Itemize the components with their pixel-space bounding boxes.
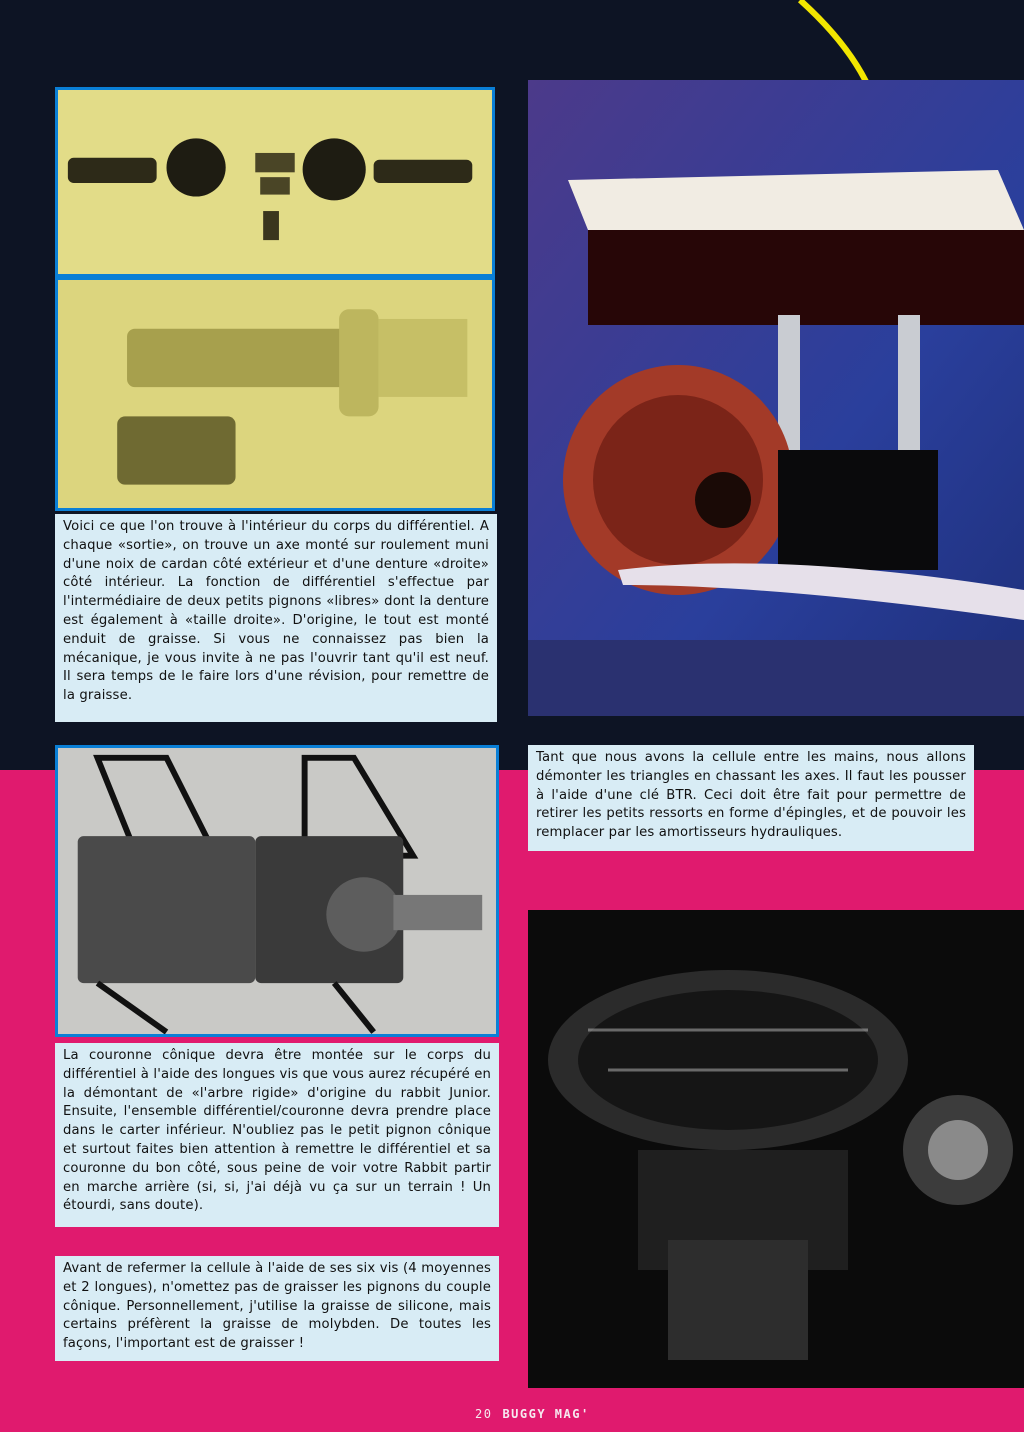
caption-triangles: Tant que nous avons la cellule entre les mains, nous allons démonter les triangles en chassant les axes. Il faut les pousser à l'aide d'une clé BTR. Ceci doit être fait pour permettre de retirer les petits ressorts en forme d'épingles, et de pouvoir les remplacer par les amortisseurs hydrauliques.: [528, 745, 974, 851]
photo-axle-closeup: [55, 277, 495, 511]
caption-ring-gear: La couronne cônique devra être montée sur le corps du différentiel à l'aide des longues vis que vous aurez récupéré en la démontant de «l'arbre rigide» d'origine du rabbit Junior. Ensuite, l'ensemble différentiel/couronne devra prendre place dans le carter inférieur. N'oubliez pas le petit pignon cônique et surtout faites bien attention à remettre le différentiel et sa couronne du bon côté, sous peine de voir votre Rabbit partir en marche arrière (si, si, j'ai déjà vu ça sur un terrain ! Un étourdi, sans doute).: [55, 1043, 499, 1227]
caption-greasing: Avant de refermer la cellule à l'aide de ses six vis (4 moyennes et 2 longues), n'omettez pas de graisser les pignons du couple cônique. Personnellement, j'utilise la graisse de silicone, mais certains préfèrent la graisse de molybden. De toutes les façons, l'important est de graisser !: [55, 1256, 499, 1361]
page-footer: [475, 1407, 590, 1421]
photo-differential-parts: [55, 87, 495, 277]
photo-buggy-rear: [528, 80, 1024, 716]
photo-differential-assembly: [55, 745, 499, 1037]
photo-bevel-gear: [528, 910, 1024, 1388]
magazine-name: BUGGY MAG': [502, 1407, 590, 1421]
caption-differential-interior: Voici ce que l'on trouve à l'intérieur du corps du différentiel. A chaque «sortie», on trouve un axe monté sur roulement muni d'une noix de cardan côté extérieur et d'une denture «droite» côté intérieur. La fonction de différentiel s'effectue par l'intermédiaire de deux petits pignons «libres» dont la denture est également à «taille droite». D'origine, le tout est monté enduit de graisse. Si vous ne connaissez pas bien la mécanique, je vous invite à ne pas l'ouvrir tant qu'il est neuf. Il sera temps de le faire lors d'une révision, pour remettre de la graisse.: [55, 514, 497, 722]
page-number: 20: [475, 1407, 493, 1421]
